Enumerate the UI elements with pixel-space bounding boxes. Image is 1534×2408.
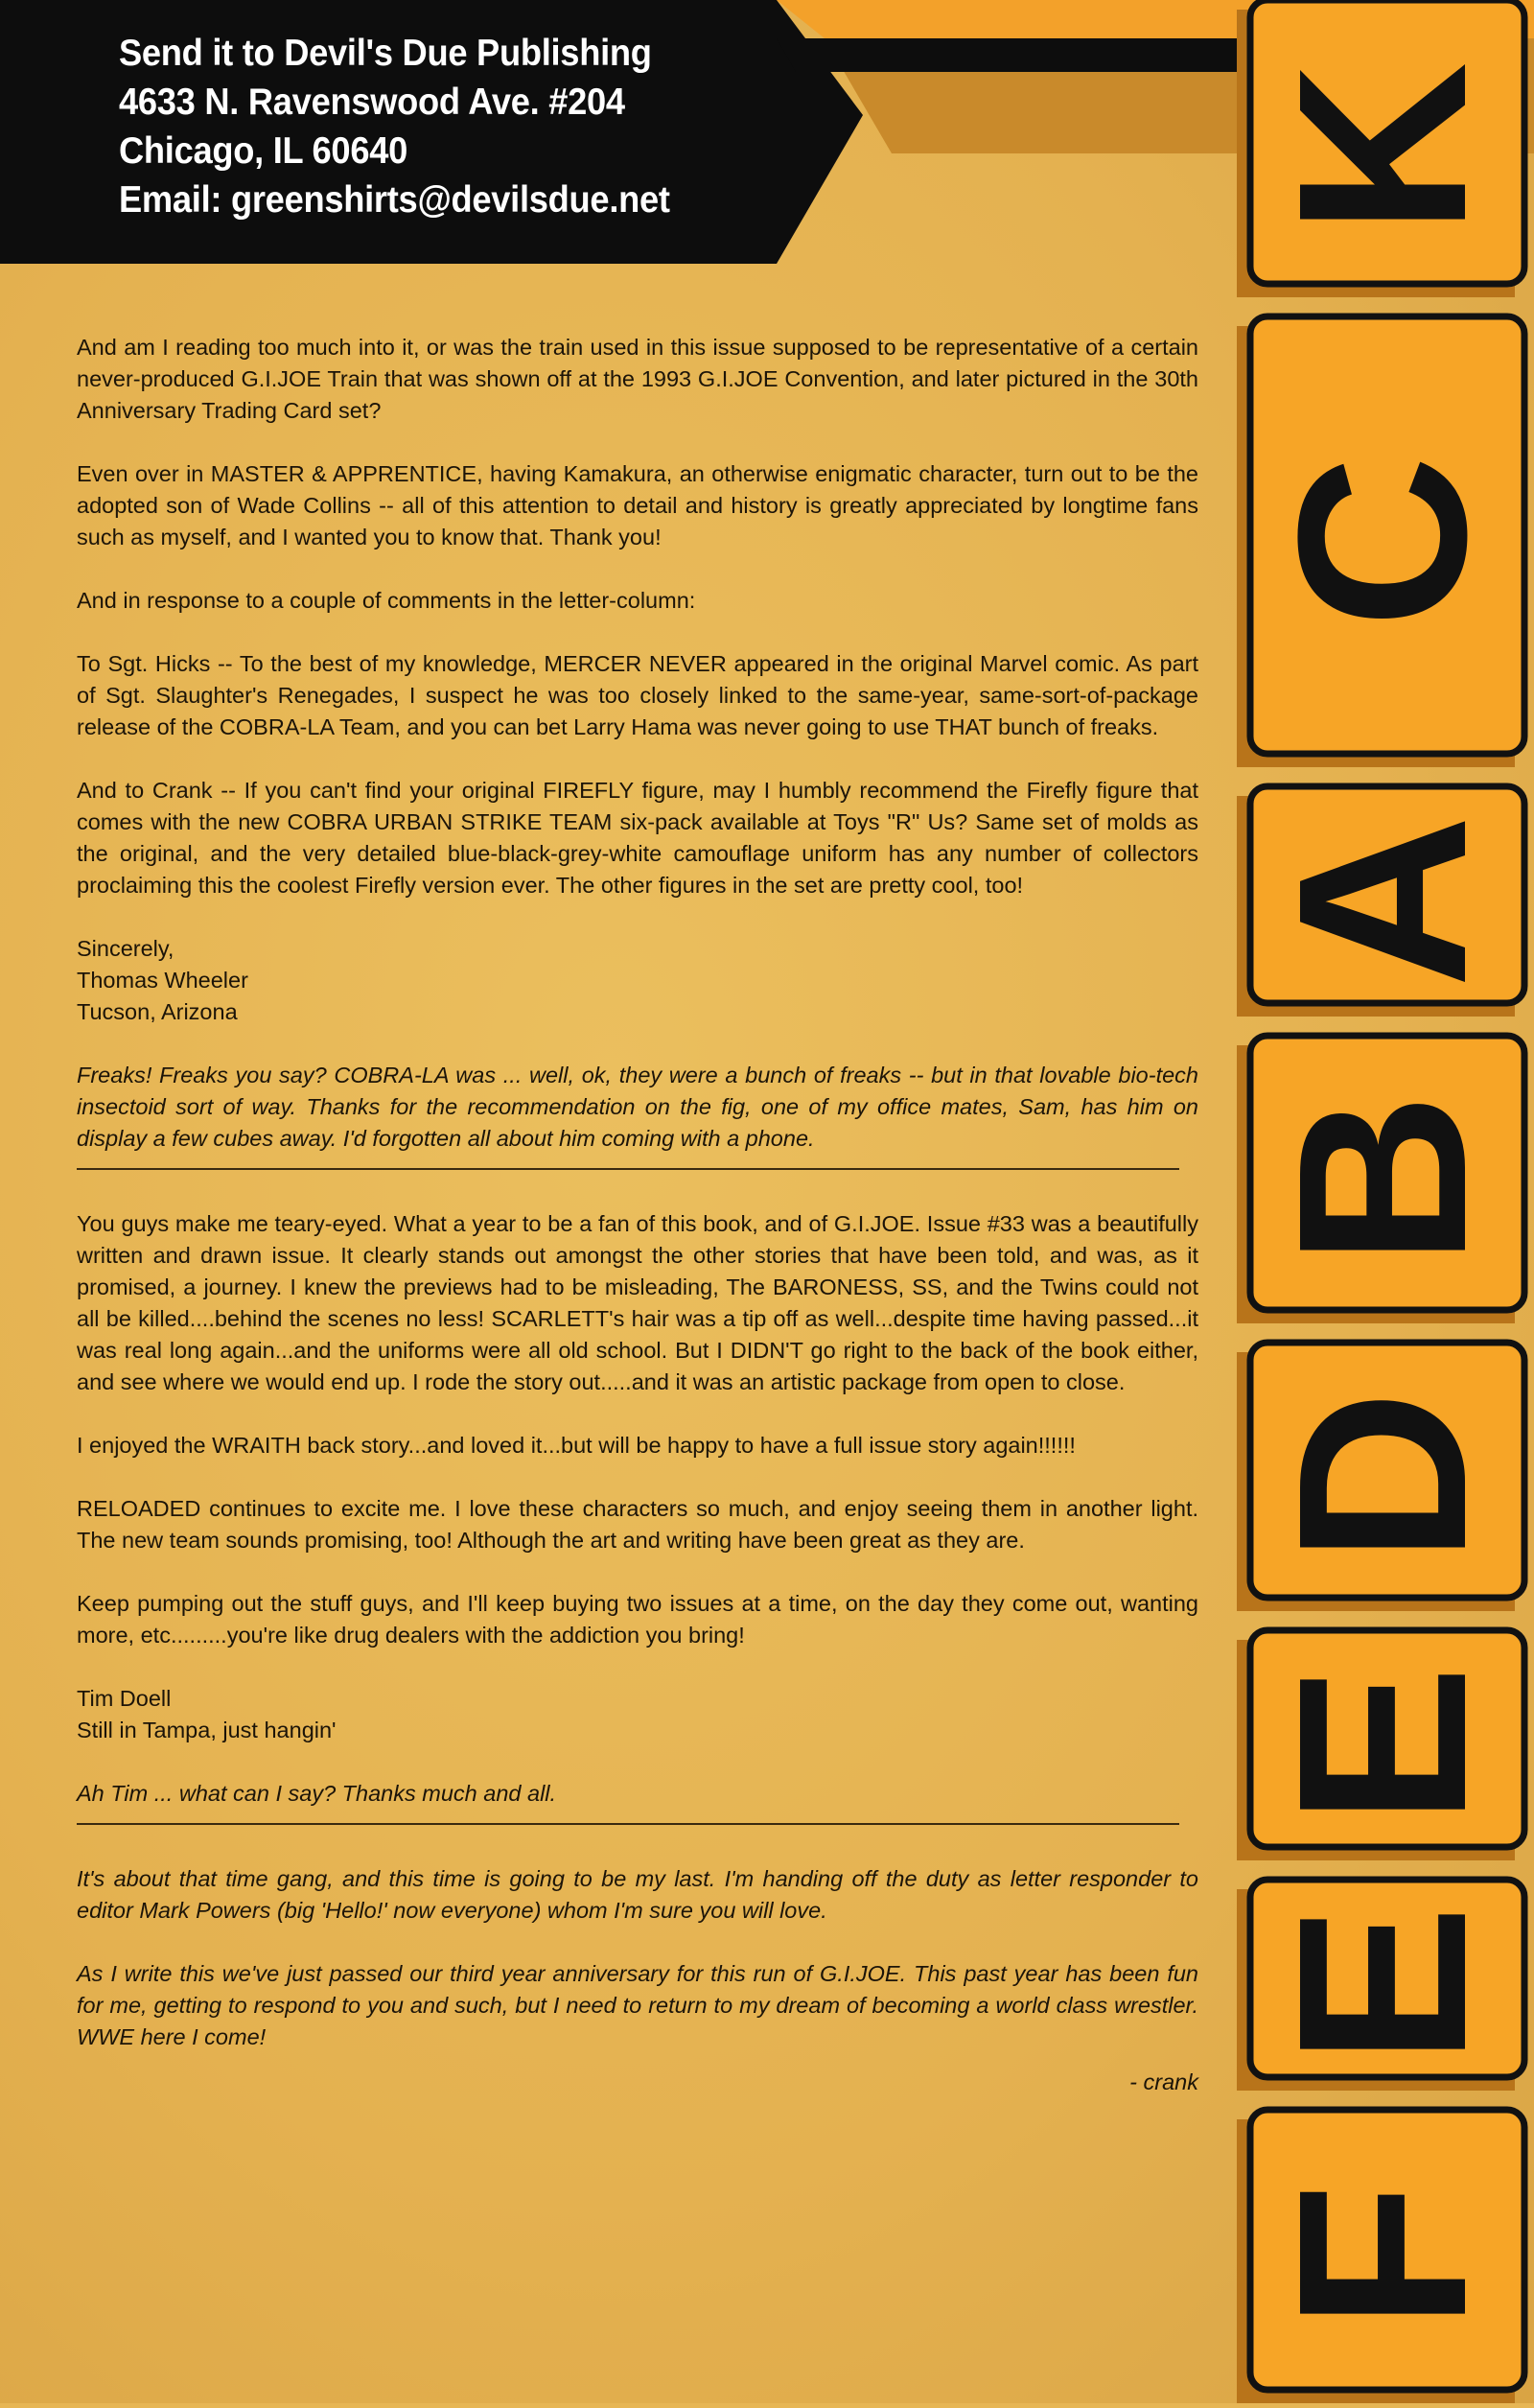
closing-paragraph: As I write this we've just passed our third year anniversary for this run of G.I.JOE. This past year has been fun for me, getting to respond to you and such, but I need to return to my dream of becoming a world class wrestler. WWE here I come! xyxy=(77,1961,1198,2049)
letter1-author-location: Tucson, Arizona xyxy=(77,999,238,1024)
masthead-letter-glyph: E xyxy=(1248,1665,1516,1826)
letter2-response: Ah Tim ... what can I say? Thanks much and all. xyxy=(77,1781,557,1806)
masthead-letter-glyph: F xyxy=(1248,2183,1516,2330)
letter1-paragraph: And in response to a couple of comments in the letter-column: xyxy=(77,588,696,613)
letter1-paragraph: And am I reading too much into it, or was the train used in this issue supposed to be representative of a certain never-produced G.I.JOE Train that was shown off at the 1993 G.I.JOE Convention, and later pictured in the 30th Anniversary Trading Card set? xyxy=(77,335,1198,423)
masthead-letter xyxy=(1237,1880,1524,2091)
masthead-letter xyxy=(1237,786,1524,1017)
address-line-3: Chicago, IL 60640 xyxy=(119,130,408,172)
letter2-author-name: Tim Doell xyxy=(77,1686,172,1711)
header-black-wedge xyxy=(777,38,1266,72)
mailing-address xyxy=(119,29,670,224)
masthead-letter xyxy=(1237,0,1524,297)
letter2-paragraph: I enjoyed the WRAITH back story...and loved it...but will be happy to have a full issue story again!!!!!! xyxy=(77,1433,1076,1458)
masthead-letter-glyph: E xyxy=(1248,1905,1516,2066)
masthead-letter xyxy=(1237,1343,1524,1611)
letters-column xyxy=(77,332,1198,2130)
feedback-masthead-svg xyxy=(1237,0,1534,2403)
masthead-letter xyxy=(1237,1630,1524,1860)
masthead-letter-glyph: C xyxy=(1248,455,1516,629)
letter2-paragraph: RELOADED continues to excite me. I love these characters so much, and enjoy seeing them in another light. The new team sounds promising, too! Although the art and writing have been great as they are. xyxy=(77,1496,1198,1553)
letter1-response: Freaks! Freaks you say? COBRA-LA was ... well, ok, they were a bunch of freaks -- but in that lovable bio-tech insectoid sort of way. Thanks for the recommendation on the fig, one of my office mates, Sam, has him on display a few cubes away. I'd forgotten all about him coming with a phone. xyxy=(77,1063,1198,1151)
letter1-signature xyxy=(77,933,1198,1028)
masthead-letter xyxy=(1237,316,1524,767)
letter1-paragraph: To Sgt. Hicks -- To the best of my knowledge, MERCER NEVER appeared in the original Marvel comic. As part of Sgt. Slaughter's Renegades, I suspect he was too closely linked to the same-year, same-sort-of-package release of the COBRA-LA Team, and you can bet Larry Hama was never going to use THAT bunch of freaks. xyxy=(77,651,1198,739)
masthead-letter xyxy=(1237,1036,1524,1323)
masthead-letter-glyph: D xyxy=(1248,1390,1516,1564)
address-line-4: Email: greenshirts@devilsdue.net xyxy=(119,179,670,221)
letter2-signature xyxy=(77,1683,1198,1746)
letter1-paragraph: Even over in MASTER & APPRENTICE, having Kamakura, an otherwise enigmatic character, turn out to be the adopted son of Wade Collins -- all of this attention to detail and history is greatly appreciated by longtime fans such as myself, and I wanted you to know that. Thank you! xyxy=(77,461,1198,549)
masthead-letter-glyph: K xyxy=(1248,61,1516,236)
letter2-paragraph: You guys make me teary-eyed. What a year to be a fan of this book, and of G.I.JOE. Issue #33 was a beautifully written and drawn issue. It clearly stands out amongst the other stories that have been told, and was, as it promised, a journey. I knew the previews had to be misleading, The BARONESS, SS, and the Twins could not all be killed....behind the scenes no less! SCARLETT's hair was a tip off as well...despite time having passed...it was real long again...and the uniforms were all old school. But I DIDN'T go right to the back of the book either, and see where we would end up. I rode the story out.....and it was an artistic package from open to close. xyxy=(77,1211,1198,1394)
address-line-1: Send it to Devil's Due Publishing xyxy=(119,33,652,74)
closing-paragraph: It's about that time gang, and this time is going to be my last. I'm handing off the duty as letter responder to editor Mark Powers (big 'Hello!' now everyone) whom I'm sure you will love. xyxy=(77,1866,1198,1923)
letter1-paragraph: And to Crank -- If you can't find your original FIREFLY figure, may I humbly recommend the Firefly figure that comes with the new COBRA URBAN STRIKE TEAM six-pack available at Toys "R" Us? Same set of molds as the original, and the very detailed blue-black-grey-white camouflage uniform has any number of collectors proclaiming this the coolest Firefly version ever. The other figures in the set are pretty cool, too! xyxy=(77,778,1198,898)
closing-signature: - crank xyxy=(1129,2069,1198,2094)
letter1-author-name: Thomas Wheeler xyxy=(77,968,248,993)
letter2-paragraph: Keep pumping out the stuff guys, and I'll keep buying two issues at a time, on the day they come out, wanting more, etc.........you're like drug dealers with the addiction you bring! xyxy=(77,1591,1198,1648)
masthead-letter-glyph: A xyxy=(1248,814,1516,989)
divider-rule xyxy=(77,1168,1179,1170)
feedback-masthead xyxy=(1237,0,1534,2403)
divider-rule xyxy=(77,1823,1179,1825)
letter1-signoff: Sincerely, xyxy=(77,936,174,961)
address-line-2: 4633 N. Ravenswood Ave. #204 xyxy=(119,82,625,123)
masthead-letter xyxy=(1237,2110,1524,2403)
letter2-author-location: Still in Tampa, just hangin' xyxy=(77,1718,337,1742)
masthead-letter-glyph: B xyxy=(1248,1092,1516,1267)
